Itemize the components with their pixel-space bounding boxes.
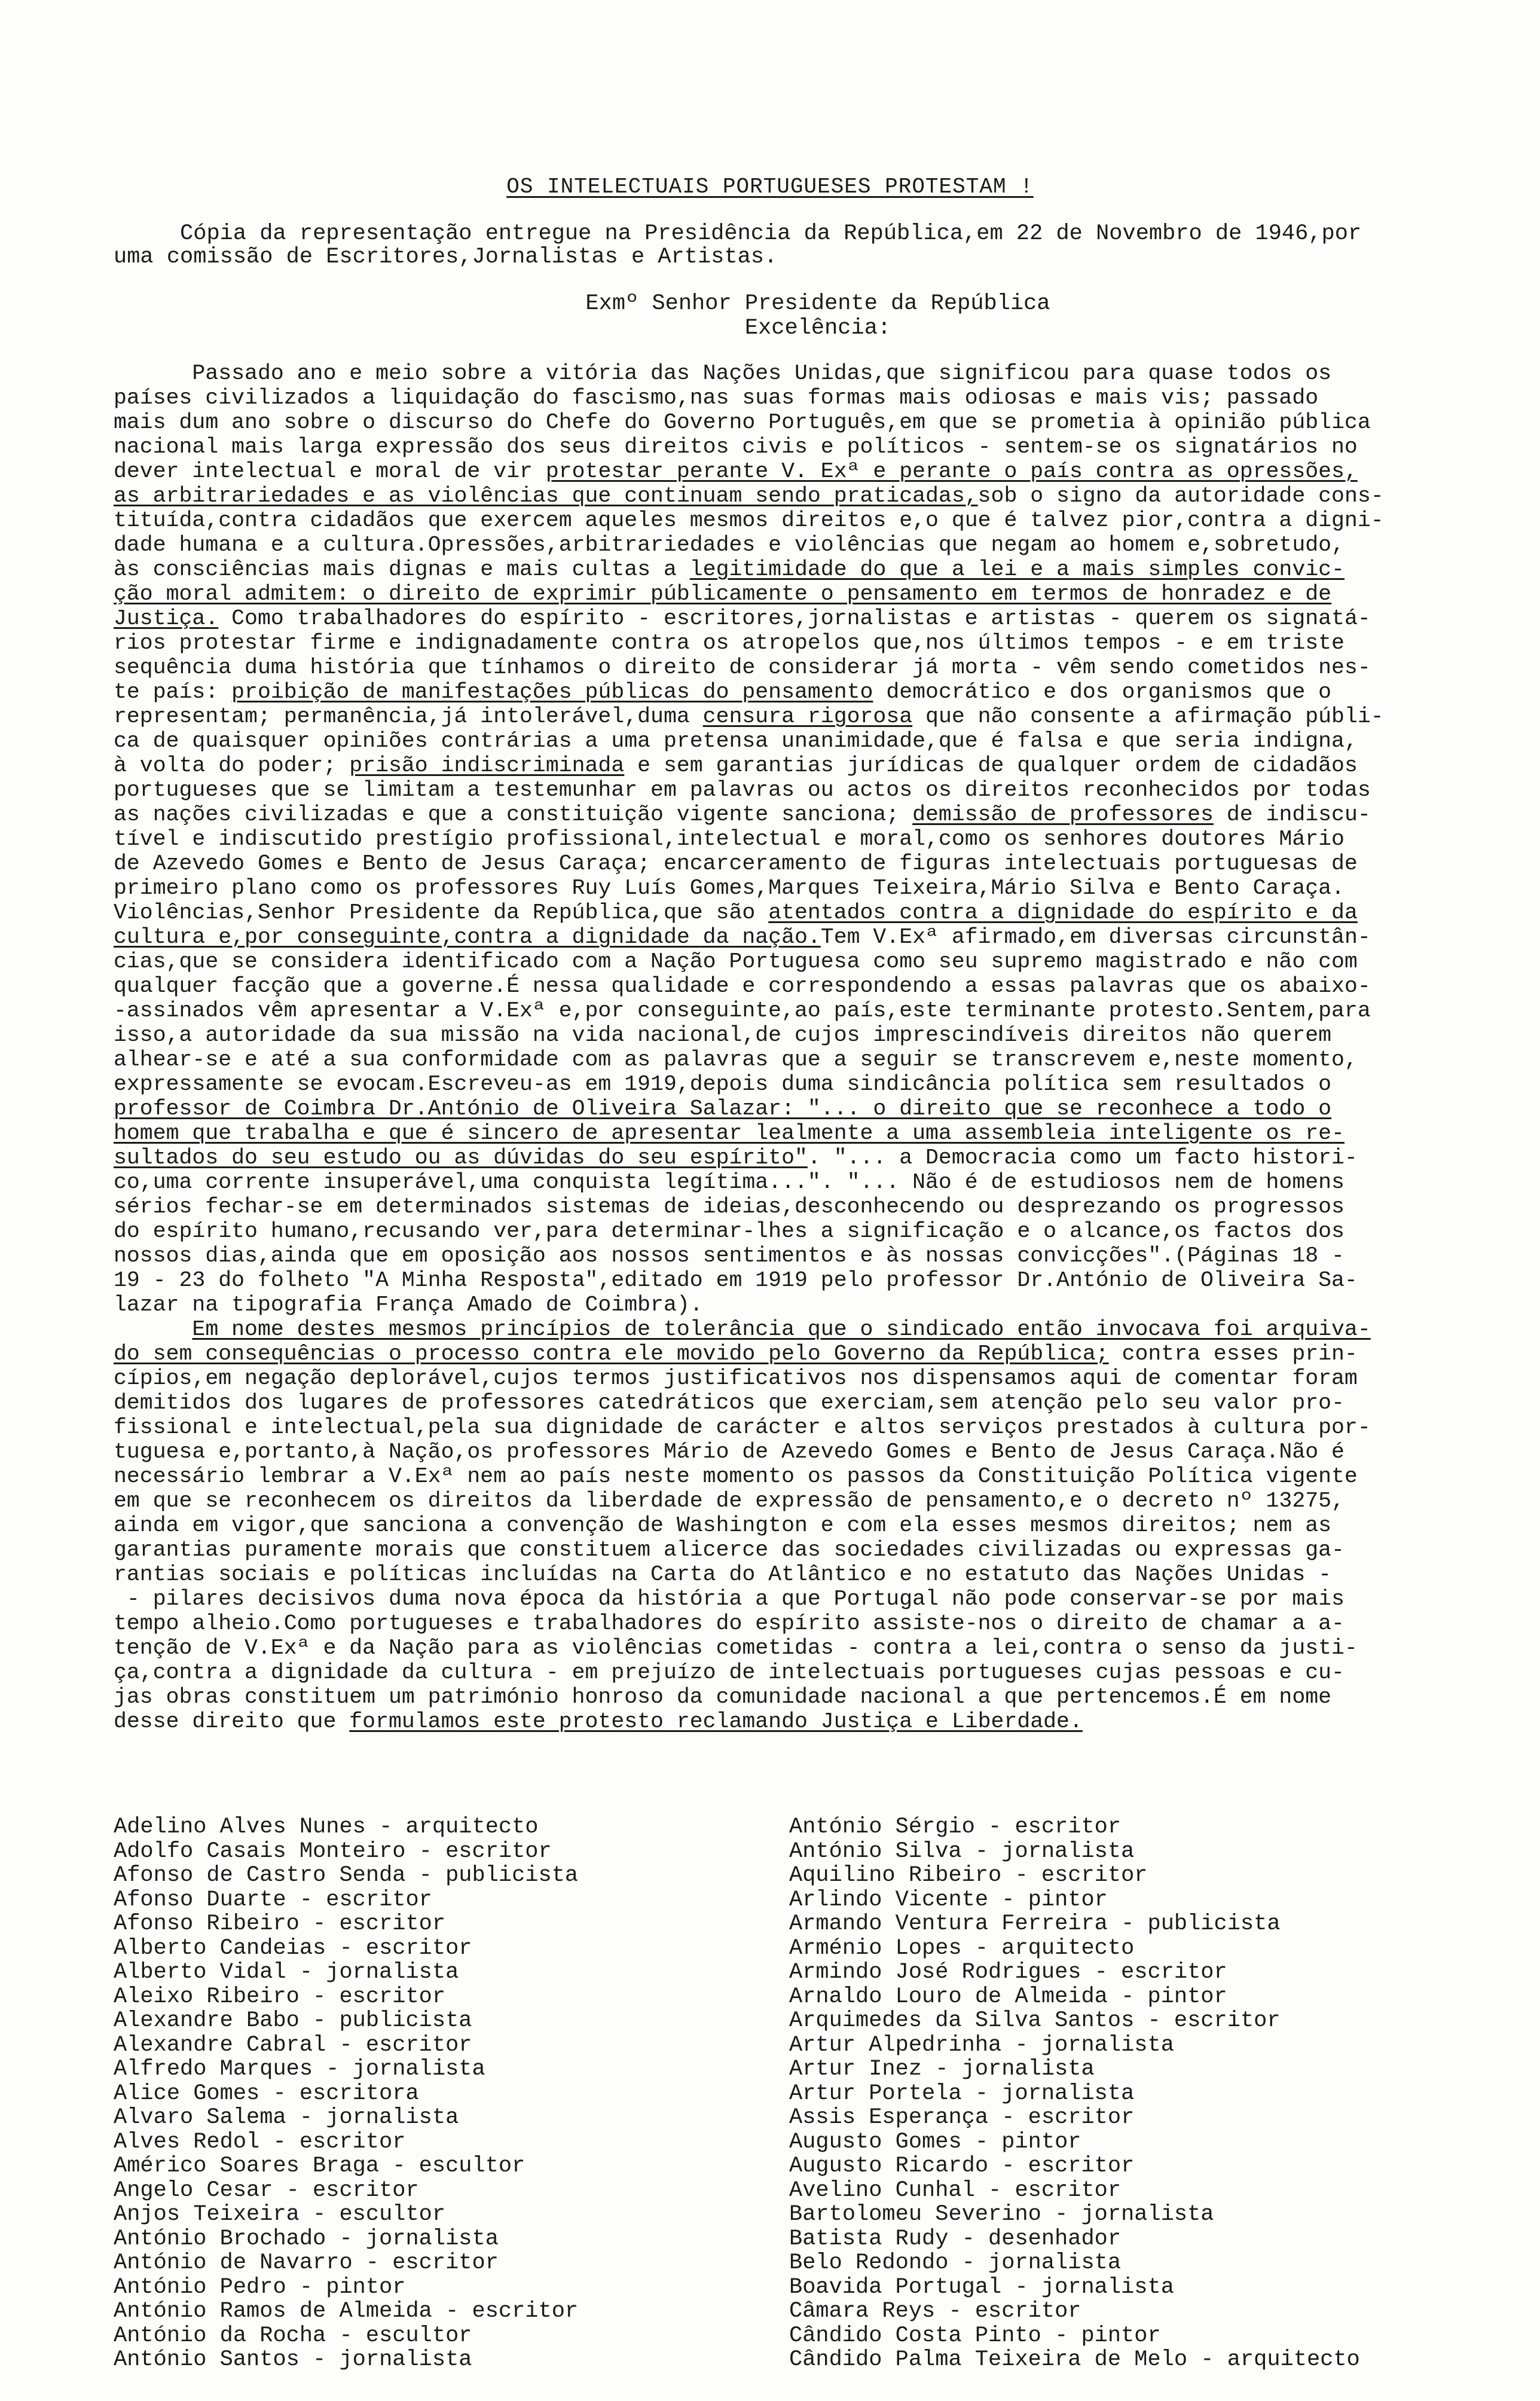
signatory-entry: António Silva - jornalista xyxy=(789,1838,1135,1864)
body-line xyxy=(114,557,1471,582)
document-title xyxy=(0,175,1540,199)
signatory-entry: Alexandre Cabral - escritor xyxy=(114,2032,472,2058)
body-text-segment: tuguesa e,portanto,à Nação,os professores Mário de Azevedo Gomes e Bento de Jesus Caraça.Não é xyxy=(114,1440,1345,1464)
body-line xyxy=(114,704,1471,729)
signatures-left-column xyxy=(114,1815,783,2372)
body-text-segment: Violências,Senhor Presidente da República,que são xyxy=(114,900,769,925)
body-line xyxy=(114,1096,1471,1121)
body-text-segment: te país: xyxy=(114,680,232,704)
body-line xyxy=(114,1587,1471,1611)
body-line xyxy=(114,1709,1471,1734)
signatory-entry: António da Rocha - escultor xyxy=(114,2323,472,2348)
body-line xyxy=(114,1562,1471,1587)
body-text-segment: 19 - 23 do folheto "A Minha Resposta",editado em 1919 pelo professor Dr.António de Oliveira Sa- xyxy=(114,1268,1358,1293)
body-line xyxy=(114,1293,1471,1317)
signatory-entry: Belo Redondo - jornalista xyxy=(789,2250,1122,2275)
body-line xyxy=(114,1415,1471,1440)
signatory-entry: António Brochado - jornalista xyxy=(114,2226,499,2252)
signatures-block xyxy=(114,1815,1471,2383)
body-text-segment: às consciências mais dignas e mais cultas a xyxy=(114,557,690,582)
body-line xyxy=(114,1121,1471,1145)
signatory-entry: Avelino Cunhal - escritor xyxy=(789,2177,1122,2203)
signatory-entry: Assis Esperança - escritor xyxy=(789,2105,1135,2130)
body-text-segment: de indiscu- xyxy=(1213,802,1371,827)
underlined-text: censura rigorosa xyxy=(702,704,913,729)
body-line xyxy=(114,1268,1471,1293)
body-line xyxy=(114,459,1471,484)
signatory-entry: António de Navarro - escritor xyxy=(114,2250,499,2275)
salutation-block xyxy=(0,292,1540,340)
body-text-segment: e sem garantias jurídicas de qualquer ordem de cidadãos xyxy=(624,753,1358,778)
signatory-entry: Boavida Portugal - jornalista xyxy=(789,2274,1174,2300)
body-text-segment: cípios,em negação deplorável,cujos termos justificativos nos dispensamos aqui de comentar foram xyxy=(114,1366,1358,1391)
signatory-entry: Adelino Alves Nunes - arquitecto xyxy=(114,1815,539,1840)
signatory-entry: António Ramos de Almeida - escritor xyxy=(114,2299,579,2324)
body-text-segment: garantias puramente morais que constituem alicerce das sociedades civilizadas ou expressas ga- xyxy=(114,1538,1345,1562)
body-line xyxy=(114,974,1471,998)
body-line xyxy=(114,1170,1471,1195)
body-line xyxy=(114,680,1471,704)
signatory-entry: Arménio Lopes - arquitecto xyxy=(789,1935,1135,1961)
signatures-right-column xyxy=(789,1815,1459,2372)
body-text-segment: dever intelectual e moral de vir xyxy=(114,459,546,484)
signatory-entry: Cândido Costa Pinto - pintor xyxy=(789,2323,1161,2348)
body-line xyxy=(114,949,1471,974)
body-text-segment: cias,que se considera identificado com a Nação Portuguesa como seu supremo magistrado e não com xyxy=(114,949,1358,974)
body-text-segment: sequência duma história que tínhamos o direito de considerar já morta - vêm sendo cometidos nes- xyxy=(114,655,1371,680)
underlined-text: do sem consequências o processo contra ele movido pelo Governo da República; xyxy=(114,1342,1109,1366)
body-text-segment: primeiro plano como os professores Ruy Luís Gomes,Marques Teixeira,Mário Silva e Bento Caraça. xyxy=(114,876,1345,900)
body-text-segment: sérios fechar-se em determinados sistemas de ideias,desconhecendo ou desprezando os progressos xyxy=(114,1195,1345,1219)
body-text-segment: isso,a autoridade da sua missão na vida nacional,de cujos imprescindíveis direitos não querem xyxy=(114,1023,1332,1047)
body-text-segment: do espírito humano,recusando ver,para determinar-lhes a significação e o alcance,os factos dos xyxy=(114,1219,1345,1244)
body-text-segment: dade humana e a cultura.Opressões,arbitrariedades e violências que negam ao homem e,sobretudo, xyxy=(114,533,1345,557)
letter-body xyxy=(114,361,1471,1734)
body-text-segment: -assinados vêm apresentar a V.Exª e,por conseguinte,ao país,este terminante protesto.Sentem,para xyxy=(114,998,1371,1023)
body-text-segment: mais dum ano sobre o discurso do Chefe do Governo Português,em que se prometia à opinião pública xyxy=(114,410,1371,435)
body-text-segment: demitidos dos lugares de professores catedráticos que exerciam,sem atenção pelo seu valor pro- xyxy=(114,1391,1345,1415)
body-line xyxy=(114,729,1471,753)
body-text-segment: - pilares decisivos duma nova época da história a que Portugal não pode conservar-se por mais xyxy=(114,1587,1345,1611)
body-line xyxy=(114,1636,1471,1660)
underlined-text: demissão de professores xyxy=(912,802,1214,827)
underlined-text: atentados contra a dignidade do espírito e da xyxy=(768,900,1358,925)
body-line xyxy=(114,1072,1471,1096)
salutation-addressee: Exmº Senhor Presidente da República xyxy=(585,291,1050,316)
body-text-segment: nacional mais larga expressão dos seus direitos civis e políticos - sentem-se os signatários no xyxy=(114,435,1358,459)
underlined-text: legitimidade do que a lei e a mais simples convic- xyxy=(689,557,1345,582)
underlined-text: as arbitrariedades e as violências que continuam sendo praticadas, xyxy=(114,484,978,508)
signatory-entry: Alice Gomes - escritora xyxy=(114,2081,419,2106)
body-line xyxy=(114,900,1471,925)
body-text-segment: países civilizados a liquidação do fascismo,nas suas formas mais odiosas e mais vis; passado xyxy=(114,386,1319,410)
body-text-segment: à volta do poder; xyxy=(114,753,350,778)
body-line xyxy=(114,1342,1471,1366)
body-text-segment: democrático e dos organismos que o xyxy=(873,680,1332,704)
signatory-entry: Artur Alpedrinha - jornalista xyxy=(789,2032,1174,2058)
body-line xyxy=(114,1145,1471,1170)
underlined-text: proibição de manifestações públicas do pensamento xyxy=(231,680,873,704)
body-line xyxy=(114,1023,1471,1047)
body-text-segment: ainda em vigor,que sanciona a convenção de Washington e com ela esses mesmos direitos; nem as xyxy=(114,1513,1332,1538)
underlined-text: Justiça. xyxy=(114,606,219,631)
signatory-entry: Alfredo Marques - jornalista xyxy=(114,2057,485,2082)
signatory-entry: Arnaldo Louro de Almeida - pintor xyxy=(789,1984,1227,2009)
body-line xyxy=(114,1244,1471,1268)
body-line xyxy=(114,582,1471,606)
document-subtitle: Cópia da representação entregue na Presidência da República,em 22 de Novembro de 1946,por uma comissão de Escritores,Jornalistas e Artistas. xyxy=(114,221,1362,270)
body-text-segment: qualquer facção que a governe.É nessa qualidade e correspondendo a essas palavras que os abaixo- xyxy=(114,974,1371,998)
body-line xyxy=(114,778,1471,802)
body-text-segment: de Azevedo Gomes e Bento de Jesus Caraça; encarceramento de figuras intelectuais portuguesas de xyxy=(114,851,1358,876)
body-text-segment: contra esses prin- xyxy=(1108,1342,1358,1366)
body-text-segment: jas obras constituem um património honroso da comunidade nacional a que pertencemos.É em nome xyxy=(114,1685,1332,1709)
body-line xyxy=(114,1391,1471,1415)
signatory-entry: Alves Redol - escritor xyxy=(114,2129,406,2155)
body-line xyxy=(114,1538,1471,1562)
body-line xyxy=(114,1440,1471,1464)
body-line xyxy=(114,876,1471,900)
body-text-segment: tempo alheio.Como portugueses e trabalhadores do espírito assiste-nos o direito de chamar a a- xyxy=(114,1611,1345,1636)
body-text-segment: ça,contra a dignidade da cultura - em prejuízo de intelectuais portugueses cujas pessoas e cu- xyxy=(114,1660,1345,1685)
body-line xyxy=(114,655,1471,680)
body-text-segment: ca de quaisquer opiniões contrárias a uma pretensa unanimidade,que é falsa e que seria indigna, xyxy=(114,729,1358,753)
signatory-entry: Batista Rudy - desenhador xyxy=(789,2226,1122,2252)
signatory-entry: Armindo José Rodrigues - escritor xyxy=(789,1960,1227,1985)
body-line xyxy=(114,1317,1471,1342)
signatory-entry: Cândido Palma Teixeira de Melo - arquitecto xyxy=(789,2347,1360,2372)
signatory-entry: Augusto Ricardo - escritor xyxy=(789,2153,1135,2179)
salutation-greeting: Excelência: xyxy=(744,315,891,341)
body-line xyxy=(114,827,1471,851)
body-line xyxy=(114,1513,1471,1538)
body-line xyxy=(114,802,1471,827)
body-text-segment: lazar na tipografia França Amado de Coimbra). xyxy=(114,1293,703,1317)
body-text-segment: Passado ano e meio sobre a vitória das Nações Unidas,que significou para quase todos os xyxy=(114,361,1332,386)
body-line xyxy=(114,1489,1471,1513)
body-text-segment: fissional e intelectual,pela sua dignidade de carácter e altos serviços prestados à cultura por- xyxy=(114,1415,1371,1440)
signatory-entry: Bartolomeu Severino - jornalista xyxy=(789,2202,1214,2227)
signatory-entry: Câmara Reys - escritor xyxy=(789,2299,1081,2324)
signatory-entry: Aquilino Ribeiro - escritor xyxy=(789,1863,1148,1888)
body-text-segment xyxy=(114,1317,192,1342)
signatory-entry: Alvaro Salema - jornalista xyxy=(114,2105,459,2130)
signatory-entry: António Sérgio - escritor xyxy=(789,1815,1122,1840)
signatory-entry: Américo Soares Braga - escultor xyxy=(114,2153,525,2179)
body-text-segment: rantias sociais e políticas incluídas na Carta do Atlântico e no estatuto das Nações Unidas - xyxy=(114,1562,1332,1587)
body-text-segment: . "... a Democracia como um facto histori- xyxy=(807,1145,1358,1170)
body-line xyxy=(114,361,1471,386)
body-line xyxy=(114,508,1471,533)
signatory-entry: António Pedro - pintor xyxy=(114,2274,406,2300)
signatory-entry: Artur Portela - jornalista xyxy=(789,2081,1135,2106)
body-line xyxy=(114,1195,1471,1219)
body-text-segment: co,uma corrente insuperável,uma conquista legítima...". "... Não é de estudiosos nem de homens xyxy=(114,1170,1345,1195)
body-text-segment: necessário lembrar a V.Exª nem ao país neste momento os passos da Constituição Política vigente xyxy=(114,1464,1358,1489)
underlined-text: sultados do seu estudo ou as dúvidas do seu espírito" xyxy=(114,1145,808,1170)
underlined-text: professor de Coimbra Dr.António de Oliveira Salazar: "... o direito que se reconhece a todo o xyxy=(114,1096,1332,1121)
body-line xyxy=(114,851,1471,876)
body-text-segment: Tem V.Exª afirmado,em diversas circunstân- xyxy=(820,925,1371,949)
underlined-text: homem que trabalha e que é sincero de apresentar lealmente a uma assembleia inteligente os re- xyxy=(114,1121,1345,1145)
underlined-text: Em nome destes mesmos princípios de tolerância que o sindicado então invocava foi arquiva- xyxy=(192,1317,1371,1342)
signatory-entry: Alexandre Babo - publicista xyxy=(114,2008,472,2033)
signatory-entry: Alberto Candeias - escritor xyxy=(114,1935,472,1961)
body-text-segment: nossos dias,ainda que em oposição aos nossos sentimentos e às nossas convicções".(Páginas 18 - xyxy=(114,1244,1345,1268)
underlined-text: formulamos este protesto reclamando Justiça e Liberdade. xyxy=(349,1709,1083,1734)
underlined-text: protestar perante V. Exª e perante o país contra as opressões, xyxy=(545,459,1358,484)
body-line xyxy=(114,410,1471,435)
body-text-segment: representam; permanência,já intolerável,duma xyxy=(114,704,703,729)
signatory-entry: Angelo Cesar - escritor xyxy=(114,2177,419,2203)
underlined-text: cultura e,por conseguinte,contra a dignidade da nação. xyxy=(114,925,821,949)
body-line xyxy=(114,1660,1471,1685)
body-line xyxy=(114,753,1471,778)
body-line xyxy=(114,484,1471,508)
signatory-entry: Adolfo Casais Monteiro - escritor xyxy=(114,1838,552,1864)
underlined-text: ção moral admitem: o direito de exprimir públicamente o pensamento em termos de honradez e de xyxy=(114,582,1332,606)
body-line xyxy=(114,1685,1471,1709)
body-line xyxy=(114,533,1471,557)
signatory-entry: Aleixo Ribeiro - escritor xyxy=(114,1984,446,2009)
body-text-segment: expressamente se evocam.Escreveu-as em 1919,depois duma sindicância política sem resultados o xyxy=(114,1072,1332,1096)
body-text-segment: portugueses que se limitam a testemunhar em palavras ou actos os direitos reconhecidos por todas xyxy=(114,778,1371,802)
body-line xyxy=(114,998,1471,1023)
signatory-entry: Afonso de Castro Senda - publicista xyxy=(114,1863,579,1888)
body-line xyxy=(114,435,1471,459)
signatory-entry: Afonso Ribeiro - escritor xyxy=(114,1911,446,1936)
body-text-segment: tituída,contra cidadãos que exercem aqueles mesmos direitos e,o que é talvez pior,contra a digni- xyxy=(114,508,1384,533)
body-text-segment: que não consente a afirmação públi- xyxy=(912,704,1384,729)
body-text-segment: tível e indiscutido prestígio profissional,intelectual e moral,como os senhores doutores Mário xyxy=(114,827,1345,851)
body-text-segment: desse direito que xyxy=(114,1709,350,1734)
body-text-segment: sob o signo da autoridade cons- xyxy=(977,484,1384,508)
body-line xyxy=(114,386,1471,410)
body-line xyxy=(114,925,1471,949)
body-text-segment: em que se reconhecem os direitos da liberdade de expressão de pensamento,e o decreto nº 13275, xyxy=(114,1489,1345,1513)
body-text-segment: tenção de V.Exª e da Nação para as violências cometidas - contra a lei,contra o senso da justi- xyxy=(114,1636,1358,1660)
signatory-entry: Artur Inez - jornalista xyxy=(789,2057,1095,2082)
body-line xyxy=(114,1611,1471,1636)
underlined-text: prisão indiscriminada xyxy=(349,753,625,778)
body-text-segment: alhear-se e até a sua conformidade com as palavras que a seguir se transcrevem e,neste momento, xyxy=(114,1047,1358,1072)
signatory-entry: Afonso Duarte - escritor xyxy=(114,1887,432,1913)
signatory-entry: Arquimedes da Silva Santos - escritor xyxy=(789,2008,1281,2033)
body-line xyxy=(114,1219,1471,1244)
body-text-segment: rios protestar firme e indignadamente contra os atropelos que,nos últimos tempos - e em triste xyxy=(114,631,1345,655)
signatory-entry: Alberto Vidal - jornalista xyxy=(114,1960,459,1985)
body-text-segment: Como trabalhadores do espírito - escritores,jornalistas e artistas - querem os signatá- xyxy=(218,606,1371,631)
signatory-entry: Anjos Teixeira - escultor xyxy=(114,2202,446,2227)
body-text-segment: as nações civilizadas e que a constituição vigente sanciona; xyxy=(114,802,913,827)
document-title-text: OS INTELECTUAIS PORTUGUESES PROTESTAM ! xyxy=(506,175,1034,199)
signatory-entry: Augusto Gomes - pintor xyxy=(789,2129,1081,2155)
body-line xyxy=(114,1047,1471,1072)
signatory-entry: António Santos - jornalista xyxy=(114,2347,472,2372)
signatory-entry: Arlindo Vicente - pintor xyxy=(789,1887,1108,1913)
body-line xyxy=(114,1366,1471,1391)
body-line xyxy=(114,631,1471,655)
body-line xyxy=(114,1464,1471,1489)
signatory-entry: Armando Ventura Ferreira - publicista xyxy=(789,1911,1281,1936)
body-line xyxy=(114,606,1471,631)
